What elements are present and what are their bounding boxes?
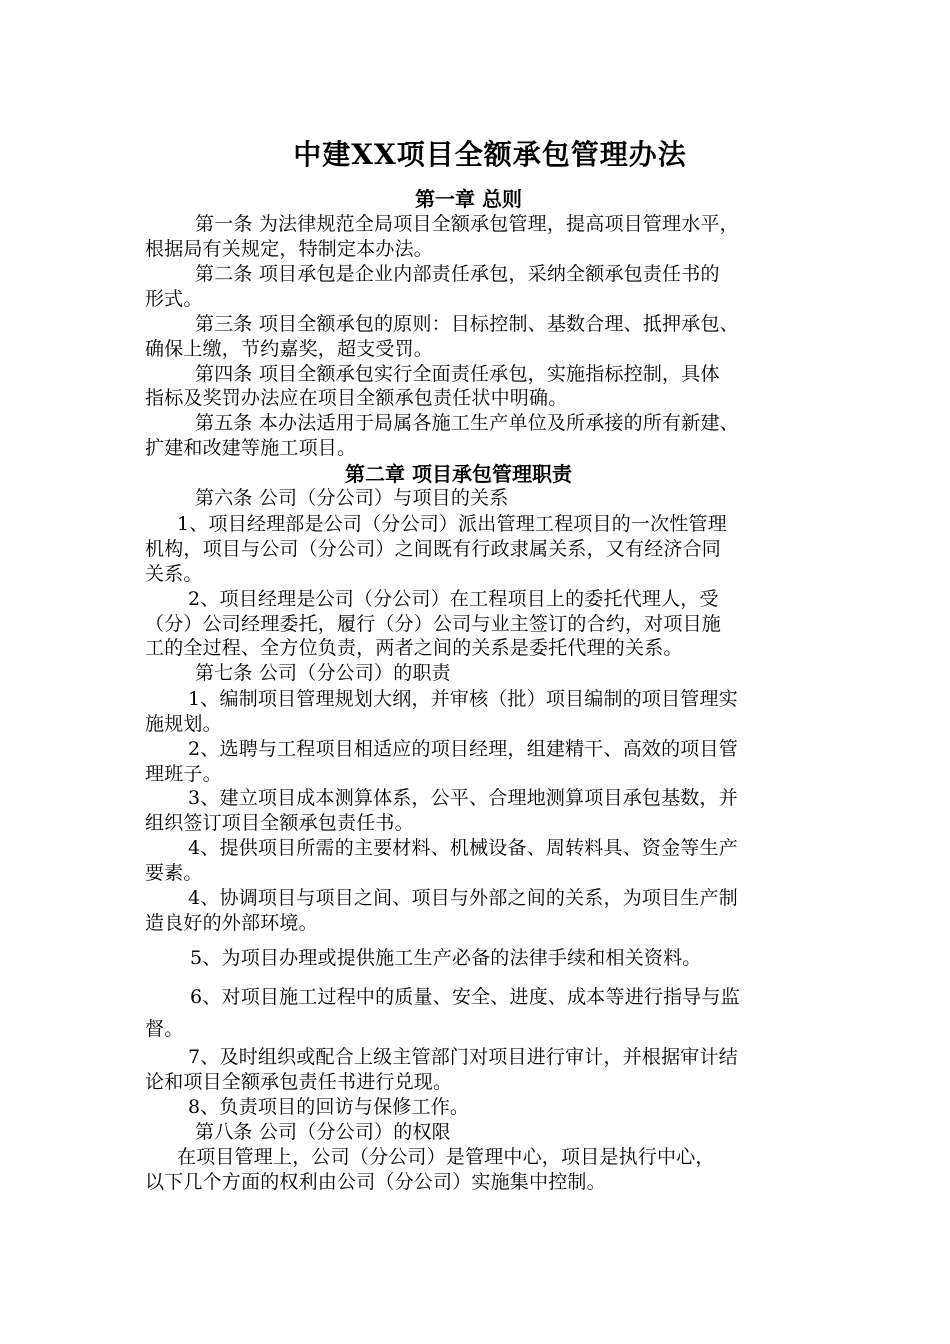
- chapter-2-heading: 第二章 项目承包管理职责: [345, 462, 572, 486]
- art7-item-5-line-2: 造良好的外部环境。: [145, 912, 318, 934]
- art6-item-2-line-3: 工的全过程、全方位负责，两者之间的关系是委托代理的关系。: [145, 637, 683, 659]
- document-title: 中建XX项目全额承包管理办法: [293, 138, 687, 171]
- article-3-line-2: 确保上缴，节约嘉奖，超支受罚。: [145, 338, 434, 360]
- art6-item-2-line-1: 2、项目经理是公司（分公司）在工程项目上的委托代理人，受: [188, 588, 719, 610]
- art8-text-line-2: 以下几个方面的权利由公司（分公司）实施集中控制。: [145, 1171, 606, 1193]
- art7-item-3-line-2: 组织签订项目全额承包责任书。: [145, 812, 414, 834]
- art7-item-1-line-1: 1、编制项目管理规划大纲，并审核（批）项目编制的项目管理实: [188, 688, 738, 710]
- art7-item-9-line-1: 8、负责项目的回访与保修工作。: [188, 1096, 470, 1118]
- article-4-line-2: 指标及奖罚办法应在项目全额承包责任状中明确。: [145, 387, 568, 409]
- art7-item-8-line-1: 7、及时组织或配合上级主管部门对项目进行审计，并根据审计结: [188, 1046, 738, 1068]
- article-2-line-2: 形式。: [145, 288, 203, 310]
- article-6-title: 第六条 公司（分公司）与项目的关系: [195, 487, 509, 509]
- art6-item-1-line-3: 关系。: [145, 563, 203, 585]
- art7-item-1-line-2: 施规划。: [145, 713, 222, 735]
- art7-item-2-line-2: 理班子。: [145, 763, 222, 785]
- art8-text-line-1: 在项目管理上，公司（分公司）是管理中心，项目是执行中心，: [177, 1146, 715, 1168]
- art7-item-8-line-2: 论和项目全额承包责任书进行兑现。: [145, 1071, 453, 1093]
- article-5-line-2: 扩建和改建等施工项目。: [145, 437, 357, 459]
- art7-item-2-line-1: 2、选聘与工程项目相适应的项目经理，组建精干、高效的项目管: [188, 738, 738, 760]
- art7-item-4-line-1: 4、提供项目所需的主要材料、机械设备、周转料具、资金等生产: [188, 837, 738, 859]
- article-7-title: 第七条 公司（分公司）的职责: [195, 662, 451, 684]
- art7-item-7-line-2: 督。: [145, 1018, 184, 1040]
- art7-item-6-line-1: 5、为项目办理或提供施工生产必备的法律手续和相关资料。: [190, 947, 702, 969]
- article-1-line-1: 第一条 为法律规范全局项目全额承包管理，提高项目管理水平，: [195, 213, 739, 235]
- article-1-line-2: 根据局有关规定，特制定本办法。: [145, 238, 434, 260]
- article-3-line-1: 第三条 项目全额承包的原则：目标控制、基数合理、抵押承包、: [195, 313, 739, 335]
- article-5-line-1: 第五条 本办法适用于局属各施工生产单位及所承接的所有新建、: [195, 412, 739, 434]
- art7-item-4-line-2: 要素。: [145, 862, 203, 884]
- art6-item-2-line-2: （分）公司经理委托，履行（分）公司与业主签订的合约，对项目施: [145, 613, 722, 635]
- article-2-line-1: 第二条 项目承包是企业内部责任承包，采纳全额承包责任书的: [195, 263, 720, 285]
- article-4-line-1: 第四条 项目全额承包实行全面责任承包，实施指标控制，具体: [195, 363, 720, 385]
- chapter-1-heading: 第一章 总则: [415, 187, 522, 211]
- art7-item-3-line-1: 3、建立项目成本测算体系，公平、合理地测算项目承包基数，并: [188, 787, 738, 809]
- art7-item-7-line-1: 6、对项目施工过程中的质量、安全、进度、成本等进行指导与监: [190, 986, 740, 1008]
- art6-item-1-line-1: 1、项目经理部是公司（分公司）派出管理工程项目的一次性管理: [177, 513, 727, 535]
- art6-item-1-line-2: 机构，项目与公司（分公司）之间既有行政隶属关系，又有经济合同: [145, 538, 722, 560]
- article-8-title: 第八条 公司（分公司）的权限: [195, 1121, 451, 1143]
- art7-item-5-line-1: 4、协调项目与项目之间、项目与外部之间的关系，为项目生产制: [188, 887, 738, 909]
